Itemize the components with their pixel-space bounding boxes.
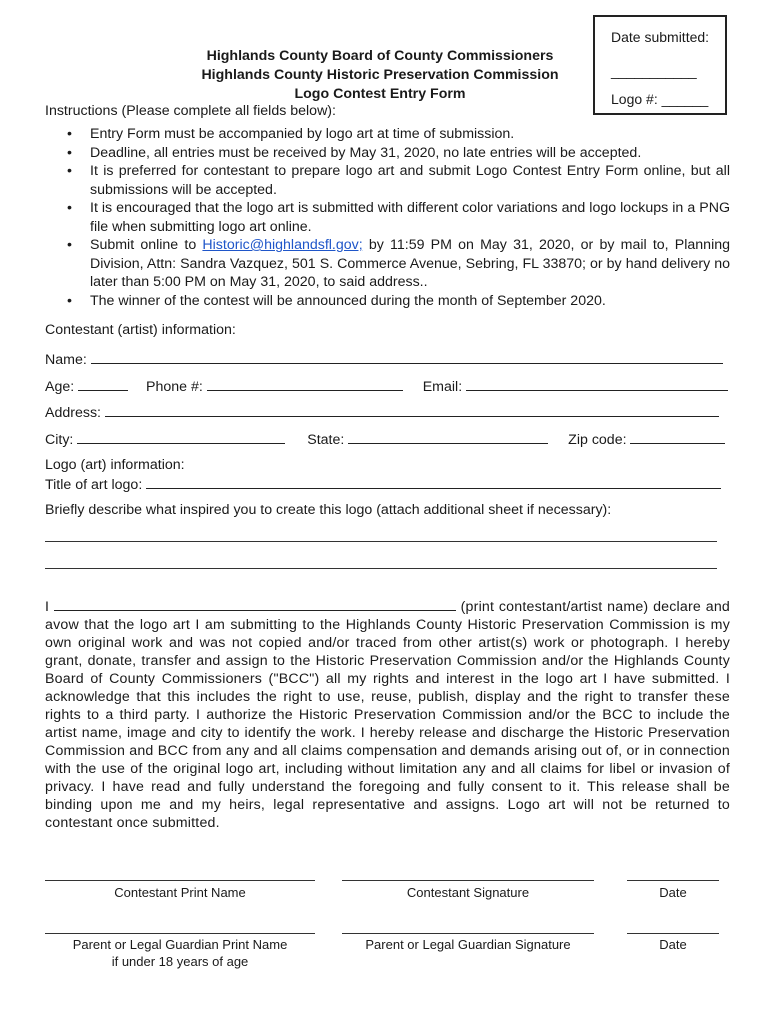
state-label: State: — [307, 432, 345, 448]
guardian-date-label: Date — [659, 937, 687, 952]
city-state-zip-row — [45, 430, 725, 448]
email-field[interactable] — [466, 377, 728, 391]
zip-field[interactable] — [630, 430, 725, 444]
submit-text-pre: Submit online to — [90, 237, 203, 253]
logo-title-label: Title of art logo: — [45, 477, 143, 493]
phone-label: Phone #: — [146, 379, 203, 395]
contestant-print-line[interactable] — [45, 880, 315, 881]
name-row — [45, 350, 723, 368]
address-row — [45, 403, 719, 421]
date-submitted-label: Date submitted: — [611, 29, 710, 45]
contestant-signature-line[interactable] — [342, 880, 594, 881]
guardian-signature-label: Parent or Legal Guardian Signature — [365, 937, 571, 952]
name-label: Name: — [45, 352, 87, 368]
state-field[interactable] — [348, 430, 548, 444]
contestant-print-label: Contestant Print Name — [114, 885, 246, 900]
title-line-2: Highlands County Historic Preservation Commission — [201, 67, 559, 83]
guardian-date-line[interactable] — [627, 933, 719, 934]
declaration-text: (print contestant/artist name) declare and avow that the logo art I am submitting to the Highlands County Historic Preservation Commission is my own original work and was not copied and/or traced from other artist(s) work or photograph. I hereby grant, donate, transfer and assign to the Historic Preservation Commission and/or the Highlands County Board of County Commissioners ("BCC") all my rights and interest in the logo art I have submitted. I acknowledge that this includes the right to use, reuse, publish, display and the right to transfer these rights to a third party. I authorize the Historic Preservation Commission and/or the BCC to include the artist name, image and city to identify the work. I hereby release and discharge the Historic Preservation Commission and BCC from any and all claims compensation and demands arising out of, or in connection with the use of the original logo art, including without limitation any and all claims for libel or invasion of privacy. I have read and fully understand the foregoing and fully consent to it. This release shall be binding upon me and my heirs, legal representative and assigns. Logo art will not be returned to contestant once submitted. — [45, 599, 730, 831]
logo-title-field[interactable] — [146, 475, 721, 489]
guardian-print-label-1: Parent or Legal Guardian Print Name — [72, 937, 288, 952]
address-label: Address: — [45, 405, 101, 421]
submission-box — [593, 15, 727, 115]
contestant-date-line[interactable] — [627, 880, 719, 881]
age-phone-email-row — [45, 377, 728, 395]
age-field[interactable] — [78, 377, 128, 391]
describe-line-2[interactable] — [45, 568, 717, 569]
describe-line-1[interactable] — [45, 541, 717, 542]
declaration-name-field[interactable] — [54, 598, 456, 611]
logo-info-heading: Logo (art) information: — [45, 457, 185, 473]
list-item — [45, 236, 730, 292]
city-field[interactable] — [77, 430, 285, 444]
describe-label: Briefly describe what inspired you to create this logo (attach additional sheet if necessary): — [45, 502, 612, 518]
contestant-signature-label: Contestant Signature — [406, 885, 530, 900]
title-line-1: Highlands County Board of County Commissioners — [206, 48, 554, 64]
city-label: City: — [45, 432, 74, 448]
title-line-3: Logo Contest Entry Form — [294, 86, 466, 102]
list-item: • The winner of the contest will be announced during the month of September 2020. — [45, 292, 730, 311]
instructions-heading: Instructions (Please complete all fields below): — [45, 103, 336, 119]
name-field[interactable] — [91, 350, 723, 364]
form-title — [160, 47, 600, 104]
declaration-start: I — [45, 599, 50, 615]
submit-text-post: by 11:59 PM on May 31, 2020, or by mail to, Planning Division, Attn: Sandra Vazquez, 501 S. Commerce Avenue, Sebring, FL 33870; or by hand delivery no later than 5:00 PM on May 31, 2020, to said address.. — [90, 237, 730, 290]
phone-field[interactable] — [207, 377, 403, 391]
contestant-date-label: Date — [659, 885, 687, 900]
logo-title-row — [45, 475, 721, 493]
list-item: • It is preferred for contestant to prepare logo art and submit Logo Contest Entry Form online, but all submissions will be accepted. — [45, 162, 730, 199]
contestant-heading: Contestant (artist) information: — [45, 322, 236, 338]
list-item: • Deadline, all entries must be received by May 31, 2020, no late entries will be accepted. — [45, 144, 730, 163]
declaration-paragraph — [45, 598, 730, 832]
address-field[interactable] — [105, 403, 719, 417]
zip-label: Zip code: — [568, 432, 627, 448]
date-submitted-blank[interactable]: ___________ — [611, 63, 697, 79]
instructions-list — [45, 125, 730, 310]
logo-number-label[interactable]: Logo #: ______ — [611, 91, 709, 107]
guardian-signature-line[interactable] — [342, 933, 594, 934]
list-item: • It is encouraged that the logo art is submitted with different color variations and logo lockups in a PNG file when submitting logo art online. — [45, 199, 730, 236]
guardian-print-label — [45, 936, 315, 970]
list-item: • Entry Form must be accompanied by logo art at time of submission. — [45, 125, 730, 144]
guardian-print-line[interactable] — [45, 933, 315, 934]
email-label: Email: — [422, 379, 463, 395]
age-label: Age: — [45, 379, 75, 395]
guardian-print-label-2: if under 18 years of age — [111, 954, 249, 969]
email-link[interactable]: Historic@highlandsfl.gov; — [202, 237, 363, 253]
